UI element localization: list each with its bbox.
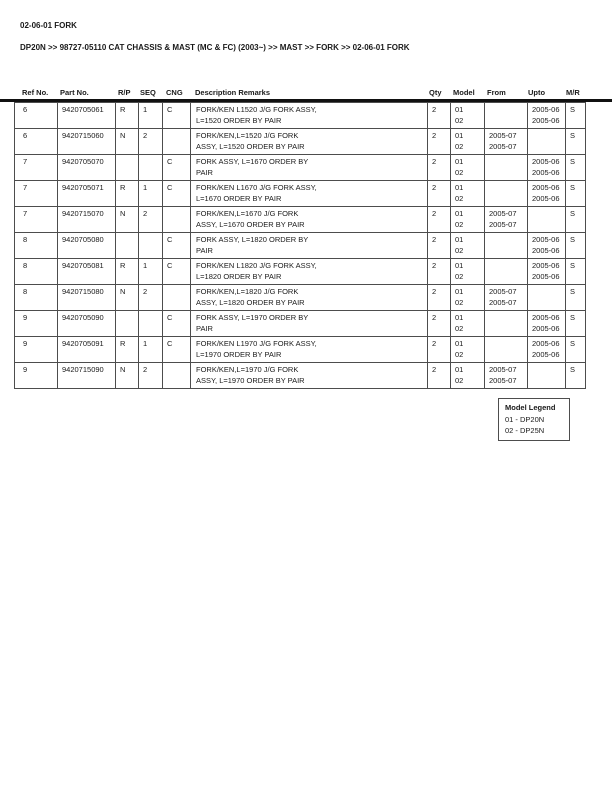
cell-line: ASSY, L=1670 ORDER BY PAIR xyxy=(196,219,305,229)
cell-line: FORK/KEN,L=1970 J/G FORK xyxy=(196,365,299,374)
cell-model xyxy=(451,233,485,259)
cell-rp: R xyxy=(116,259,139,285)
cell-cng: C xyxy=(163,181,191,207)
cell-ref: 6 xyxy=(15,103,58,129)
cell-ref: 9 xyxy=(15,337,58,363)
cell-mr: S xyxy=(566,337,586,363)
model-legend-items xyxy=(505,415,569,436)
cell-line: L=1520 ORDER BY PAIR xyxy=(196,115,282,125)
cell-line: 2005-06 xyxy=(532,157,560,166)
cell-cng: C xyxy=(163,233,191,259)
cell-line: 2005-06 xyxy=(532,261,560,270)
cell-line: 02 xyxy=(455,297,464,307)
cell-line: PAIR xyxy=(196,167,213,177)
cell-from xyxy=(485,233,528,259)
cell-line: 2005-06 xyxy=(532,167,560,177)
column-header-mr: M/R xyxy=(566,88,580,97)
table-row xyxy=(15,337,586,363)
cell-seq: 1 xyxy=(139,181,163,207)
cell-desc xyxy=(191,337,428,363)
cell-ref: 7 xyxy=(15,155,58,181)
cell-ref: 7 xyxy=(15,207,58,233)
cell-rp xyxy=(116,233,139,259)
cell-ref: 9 xyxy=(15,363,58,389)
cell-mr: S xyxy=(566,129,586,155)
cell-line: ASSY, L=1520 ORDER BY PAIR xyxy=(196,141,305,151)
cell-ref: 7 xyxy=(15,181,58,207)
cell-upto xyxy=(528,103,566,129)
cell-line: 01 xyxy=(455,235,464,244)
cell-upto xyxy=(528,207,566,233)
cell-seq xyxy=(139,233,163,259)
cell-mr: S xyxy=(566,363,586,389)
cell-line: FORK ASSY, L=1820 ORDER BY xyxy=(196,235,309,244)
cell-model xyxy=(451,181,485,207)
cell-ref: 8 xyxy=(15,259,58,285)
cell-line: FORK/KEN,L=1520 J/G FORK xyxy=(196,131,299,140)
cell-line: FORK/KEN,L=1670 J/G FORK xyxy=(196,209,299,218)
cell-cng xyxy=(163,129,191,155)
cell-cng xyxy=(163,363,191,389)
cell-line: 01 xyxy=(455,183,464,192)
column-header-ref-no: Ref No. xyxy=(22,88,49,97)
cell-rp: N xyxy=(116,363,139,389)
cell-seq: 2 xyxy=(139,207,163,233)
cell-line: PAIR xyxy=(196,245,213,255)
cell-line: 01 xyxy=(455,261,464,270)
parts-table xyxy=(14,102,586,389)
cell-ref: 6 xyxy=(15,129,58,155)
cell-desc xyxy=(191,233,428,259)
cell-upto xyxy=(528,129,566,155)
cell-seq: 2 xyxy=(139,129,163,155)
cell-part: 9420705080 xyxy=(58,233,116,259)
table-row xyxy=(15,129,586,155)
table-row xyxy=(15,181,586,207)
cell-line: 2005-06 xyxy=(532,271,560,281)
cell-rp: N xyxy=(116,129,139,155)
cell-upto xyxy=(528,285,566,311)
cell-line: 02 xyxy=(455,167,464,177)
cell-upto xyxy=(528,233,566,259)
cell-model xyxy=(451,285,485,311)
cell-line: 01 xyxy=(455,287,464,296)
cell-desc xyxy=(191,207,428,233)
cell-line: 2005-06 xyxy=(532,193,560,203)
cell-part: 9420705061 xyxy=(58,103,116,129)
cell-line: FORK ASSY, L=1670 ORDER BY xyxy=(196,157,309,166)
cell-mr: S xyxy=(566,155,586,181)
model-legend xyxy=(498,398,570,441)
cell-ref: 9 xyxy=(15,311,58,337)
cell-from xyxy=(485,363,528,389)
cell-desc xyxy=(191,259,428,285)
cell-part: 9420715070 xyxy=(58,207,116,233)
cell-line: 01 xyxy=(455,339,464,348)
cell-line: 2005-07 xyxy=(489,375,517,385)
table-row xyxy=(15,233,586,259)
cell-line: 01 xyxy=(455,105,464,114)
cell-rp: N xyxy=(116,285,139,311)
cell-line: 2005-07 xyxy=(489,287,517,296)
cell-line: 02 xyxy=(455,271,464,281)
column-header-qty: Qty xyxy=(429,88,442,97)
cell-model xyxy=(451,311,485,337)
table-row xyxy=(15,155,586,181)
cell-cng: C xyxy=(163,103,191,129)
cell-line: 2005-06 xyxy=(532,349,560,359)
cell-rp xyxy=(116,311,139,337)
model-legend-item: 02 - DP25N xyxy=(505,425,545,435)
cell-mr: S xyxy=(566,311,586,337)
table-row xyxy=(15,285,586,311)
cell-qty: 2 xyxy=(428,337,451,363)
cell-upto xyxy=(528,337,566,363)
cell-desc xyxy=(191,103,428,129)
cell-qty: 2 xyxy=(428,363,451,389)
cell-cng xyxy=(163,207,191,233)
cell-line: 2005-07 xyxy=(489,219,517,229)
cell-line: 2005-06 xyxy=(532,339,560,348)
cell-line: 2005-06 xyxy=(532,105,560,114)
table-row xyxy=(15,103,586,129)
cell-qty: 2 xyxy=(428,233,451,259)
cell-qty: 2 xyxy=(428,155,451,181)
cell-desc xyxy=(191,129,428,155)
cell-line: 2005-06 xyxy=(532,313,560,322)
cell-mr: S xyxy=(566,103,586,129)
cell-line: 01 xyxy=(455,131,464,140)
cell-line: 2005-07 xyxy=(489,365,517,374)
cell-part: 9420705070 xyxy=(58,155,116,181)
cell-model xyxy=(451,259,485,285)
cell-part: 9420705091 xyxy=(58,337,116,363)
cell-line: 2005-07 xyxy=(489,297,517,307)
cell-line: 02 xyxy=(455,349,464,359)
cell-line: 02 xyxy=(455,141,464,151)
cell-ref: 8 xyxy=(15,233,58,259)
cell-line: FORK/KEN L1970 J/G FORK ASSY, xyxy=(196,339,317,348)
cell-part: 9420715080 xyxy=(58,285,116,311)
cell-cng: C xyxy=(163,337,191,363)
cell-line: 02 xyxy=(455,375,464,385)
cell-model xyxy=(451,103,485,129)
cell-line: ASSY, L=1820 ORDER BY PAIR xyxy=(196,297,305,307)
cell-qty: 2 xyxy=(428,259,451,285)
cell-line: FORK/KEN L1670 J/G FORK ASSY, xyxy=(196,183,317,192)
cell-qty: 2 xyxy=(428,103,451,129)
cell-upto xyxy=(528,155,566,181)
cell-desc xyxy=(191,155,428,181)
cell-model xyxy=(451,207,485,233)
cell-desc xyxy=(191,285,428,311)
cell-qty: 2 xyxy=(428,129,451,155)
column-header-rp: R/P xyxy=(118,88,131,97)
cell-mr: S xyxy=(566,233,586,259)
cell-cng: C xyxy=(163,311,191,337)
cell-from xyxy=(485,155,528,181)
cell-cng xyxy=(163,285,191,311)
cell-ref: 8 xyxy=(15,285,58,311)
table-row xyxy=(15,259,586,285)
cell-seq: 1 xyxy=(139,103,163,129)
cell-part: 9420705090 xyxy=(58,311,116,337)
cell-from xyxy=(485,207,528,233)
column-header-from: From xyxy=(487,88,506,97)
cell-from xyxy=(485,311,528,337)
cell-model xyxy=(451,363,485,389)
cell-seq xyxy=(139,155,163,181)
cell-part: 9420705071 xyxy=(58,181,116,207)
cell-line: 2005-06 xyxy=(532,235,560,244)
cell-line: 2005-07 xyxy=(489,209,517,218)
cell-qty: 2 xyxy=(428,207,451,233)
cell-line: 01 xyxy=(455,365,464,374)
cell-desc xyxy=(191,363,428,389)
table-row xyxy=(15,311,586,337)
cell-seq: 2 xyxy=(139,285,163,311)
cell-mr: S xyxy=(566,207,586,233)
cell-seq: 2 xyxy=(139,363,163,389)
cell-line: 2005-07 xyxy=(489,131,517,140)
cell-desc xyxy=(191,181,428,207)
cell-from xyxy=(485,285,528,311)
cell-rp: R xyxy=(116,181,139,207)
cell-line: 2005-06 xyxy=(532,115,560,125)
cell-line: 2005-06 xyxy=(532,245,560,255)
breadcrumb: DP20N >> 98727-05110 CAT CHASSIS & MAST (MC & FC) (2003~) >> MAST >> FORK >> 02-06-01 FORK xyxy=(20,43,410,52)
cell-seq: 1 xyxy=(139,259,163,285)
cell-line: 02 xyxy=(455,245,464,255)
cell-part: 9420705081 xyxy=(58,259,116,285)
cell-model xyxy=(451,337,485,363)
cell-cng: C xyxy=(163,155,191,181)
cell-from xyxy=(485,129,528,155)
cell-line: 02 xyxy=(455,193,464,203)
cell-model xyxy=(451,155,485,181)
cell-line: 01 xyxy=(455,157,464,166)
cell-seq xyxy=(139,311,163,337)
column-header-description: Description Remarks xyxy=(195,88,271,97)
cell-line: FORK ASSY, L=1970 ORDER BY xyxy=(196,313,309,322)
cell-mr: S xyxy=(566,259,586,285)
cell-line: L=1970 ORDER BY PAIR xyxy=(196,349,282,359)
cell-line: 02 xyxy=(455,323,464,333)
column-header-part-no: Part No. xyxy=(60,88,89,97)
cell-line: L=1820 ORDER BY PAIR xyxy=(196,271,282,281)
cell-line: 2005-07 xyxy=(489,141,517,151)
cell-line: 01 xyxy=(455,209,464,218)
cell-upto xyxy=(528,181,566,207)
cell-line: FORK/KEN L1820 J/G FORK ASSY, xyxy=(196,261,317,270)
cell-qty: 2 xyxy=(428,285,451,311)
cell-upto xyxy=(528,363,566,389)
table-row xyxy=(15,363,586,389)
cell-mr: S xyxy=(566,285,586,311)
cell-line: FORK/KEN,L=1820 J/G FORK xyxy=(196,287,299,296)
cell-upto xyxy=(528,259,566,285)
cell-mr: S xyxy=(566,181,586,207)
cell-line: 02 xyxy=(455,115,464,125)
cell-rp xyxy=(116,155,139,181)
cell-rp: R xyxy=(116,337,139,363)
cell-from xyxy=(485,103,528,129)
cell-line: 2005-06 xyxy=(532,323,560,333)
column-header-model: Model xyxy=(453,88,475,97)
cell-qty: 2 xyxy=(428,311,451,337)
cell-line: L=1670 ORDER BY PAIR xyxy=(196,193,282,203)
cell-from xyxy=(485,337,528,363)
column-header-upto: Upto xyxy=(528,88,546,97)
cell-upto xyxy=(528,311,566,337)
cell-from xyxy=(485,259,528,285)
cell-line: PAIR xyxy=(196,323,213,333)
cell-part: 9420715090 xyxy=(58,363,116,389)
column-header-cng: CNG xyxy=(166,88,183,97)
cell-line: 01 xyxy=(455,313,464,322)
table-row xyxy=(15,207,586,233)
cell-from xyxy=(485,181,528,207)
cell-cng: C xyxy=(163,259,191,285)
cell-desc xyxy=(191,311,428,337)
model-legend-title: Model Legend xyxy=(505,403,556,412)
model-legend-item: 01 - DP20N xyxy=(505,415,545,424)
cell-model xyxy=(451,129,485,155)
cell-part: 9420715060 xyxy=(58,129,116,155)
cell-line: 2005-06 xyxy=(532,183,560,192)
cell-seq: 1 xyxy=(139,337,163,363)
cell-line: ASSY, L=1970 ORDER BY PAIR xyxy=(196,375,305,385)
cell-line: 02 xyxy=(455,219,464,229)
page-title: 02-06-01 FORK xyxy=(20,21,77,30)
cell-rp: R xyxy=(116,103,139,129)
cell-rp: N xyxy=(116,207,139,233)
cell-line: FORK/KEN L1520 J/G FORK ASSY, xyxy=(196,105,317,114)
cell-qty: 2 xyxy=(428,181,451,207)
column-header-seq: SEQ xyxy=(140,88,156,97)
